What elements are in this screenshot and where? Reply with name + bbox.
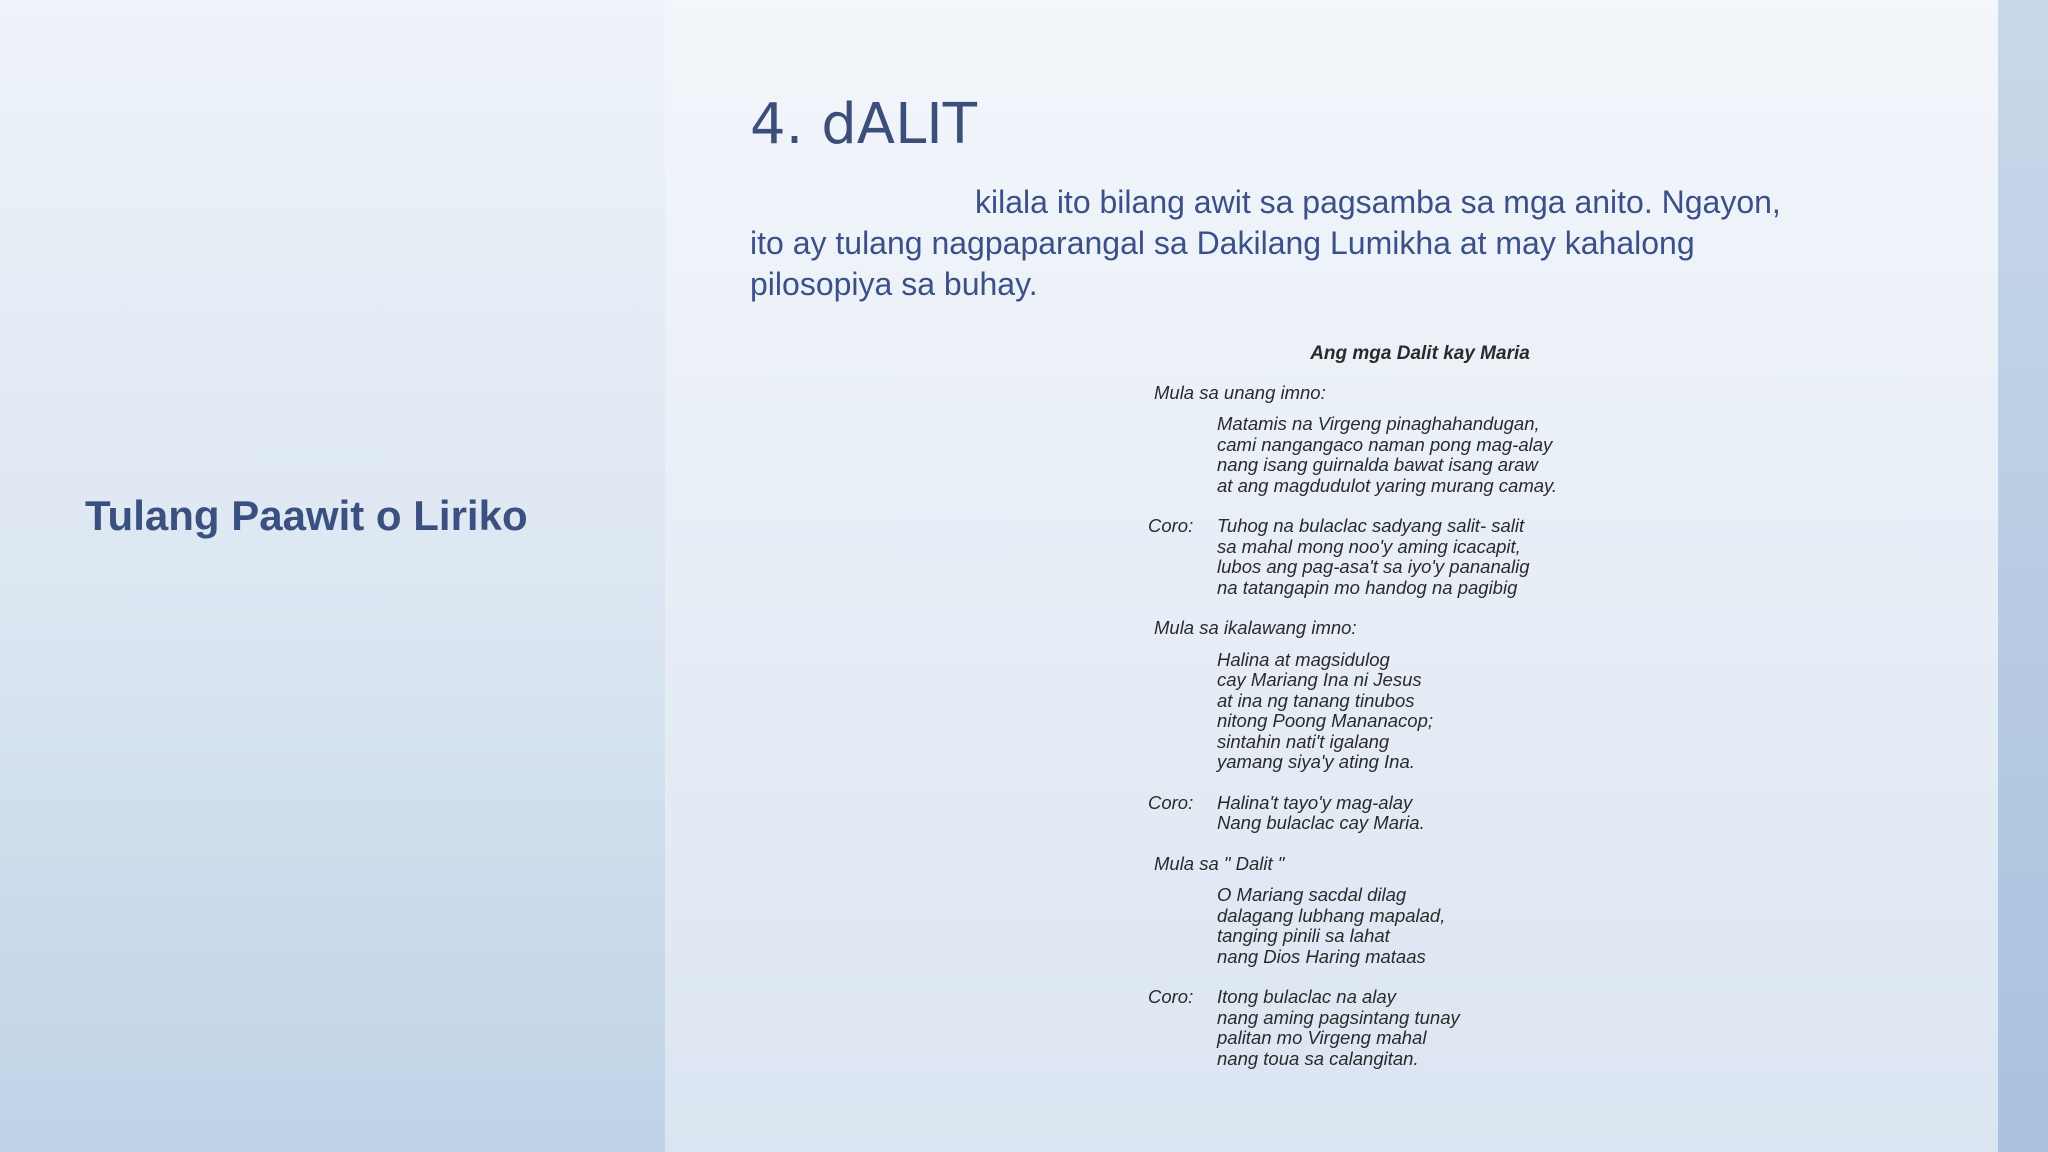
poem-stanza — [1120, 885, 1680, 967]
intro-paragraph — [750, 182, 1890, 305]
intro-line: ito ay tulang nagpaparangal sa Dakilang Lumikha at may kahalong — [750, 225, 1695, 261]
section-title: Tulang Paawit o Liriko — [85, 492, 528, 539]
poem-line: at ina ng tanang tinubos — [1217, 689, 1415, 711]
poem-line: dalagang lubhang mapalad, — [1217, 904, 1446, 926]
poem-part-heading: Mula sa " Dalit " — [1154, 852, 1285, 874]
left-panel — [0, 0, 665, 1152]
slide-heading: 4. dALIT — [750, 92, 978, 157]
coro-label: Coro: — [1148, 791, 1194, 813]
poem-line: Halina at magsidulog — [1217, 648, 1390, 670]
poem-line: at ang magdudulot yaring murang camay. — [1217, 474, 1558, 496]
poem-coro — [1120, 793, 1680, 834]
intro-line: pilosopiya sa buhay. — [750, 266, 1038, 302]
poem-line: cay Mariang Ina ni Jesus — [1217, 669, 1422, 690]
poem-line: nitong Poong Mananacop; — [1217, 710, 1434, 731]
poem-stanza — [1120, 414, 1680, 496]
poem-line: Tuhog na bulaclac sadyang salit- salit — [1217, 515, 1525, 536]
poem-line: sa mahal mong noo'y aming icacapit, — [1217, 535, 1521, 557]
poem-line: yamang siya'y ating Ina. — [1217, 751, 1415, 772]
poem-part-heading: Mula sa unang imno: — [1154, 381, 1326, 403]
poem-line: nang Dios Haring mataas — [1217, 945, 1426, 967]
poem-line: O Mariang sacdal dilag — [1217, 884, 1407, 905]
right-edge-band — [1998, 0, 2048, 1152]
poem-line: lubos ang pag-asa't sa iyo'y pananalig — [1217, 556, 1530, 577]
poem-coro — [1120, 987, 1680, 1069]
poem-line: Itong bulaclac na alay — [1217, 986, 1396, 1007]
coro-label: Coro: — [1148, 986, 1194, 1007]
poem-line: nang isang guirnalda bawat isang araw — [1217, 454, 1538, 475]
poem-title: Ang mga Dalit kay Maria — [1310, 343, 1530, 364]
poem-line: tanging pinili sa lahat — [1217, 925, 1390, 946]
poem-line: palitan mo Virgeng mahal — [1217, 1027, 1427, 1048]
poem-line: Matamis na Virgeng pinaghahandugan, — [1217, 413, 1540, 434]
poem-line: cami nangangaco naman pong mag-alay — [1217, 433, 1553, 455]
poem-line: Halina't tayo'y mag-alay — [1217, 791, 1413, 813]
intro-line: kilala ito bilang awit sa pagsamba sa mga anito. Ngayon, — [975, 184, 1781, 220]
poem-part-heading: Mula sa ikalawang imno: — [1154, 617, 1357, 638]
coro-label: Coro: — [1148, 515, 1194, 536]
poem-coro — [1120, 516, 1680, 598]
poem-line: nang aming pagsintang tunay — [1217, 1006, 1460, 1028]
poem-line: sintahin nati't igalang — [1217, 730, 1390, 752]
poem-line: na tatangapin mo handog na pagibig — [1217, 576, 1518, 598]
poem-line: Nang bulaclac cay Maria. — [1217, 812, 1425, 833]
poem-image — [1120, 340, 1680, 1089]
poem-stanza — [1120, 650, 1680, 773]
poem-line: nang toua sa calangitan. — [1217, 1047, 1419, 1069]
